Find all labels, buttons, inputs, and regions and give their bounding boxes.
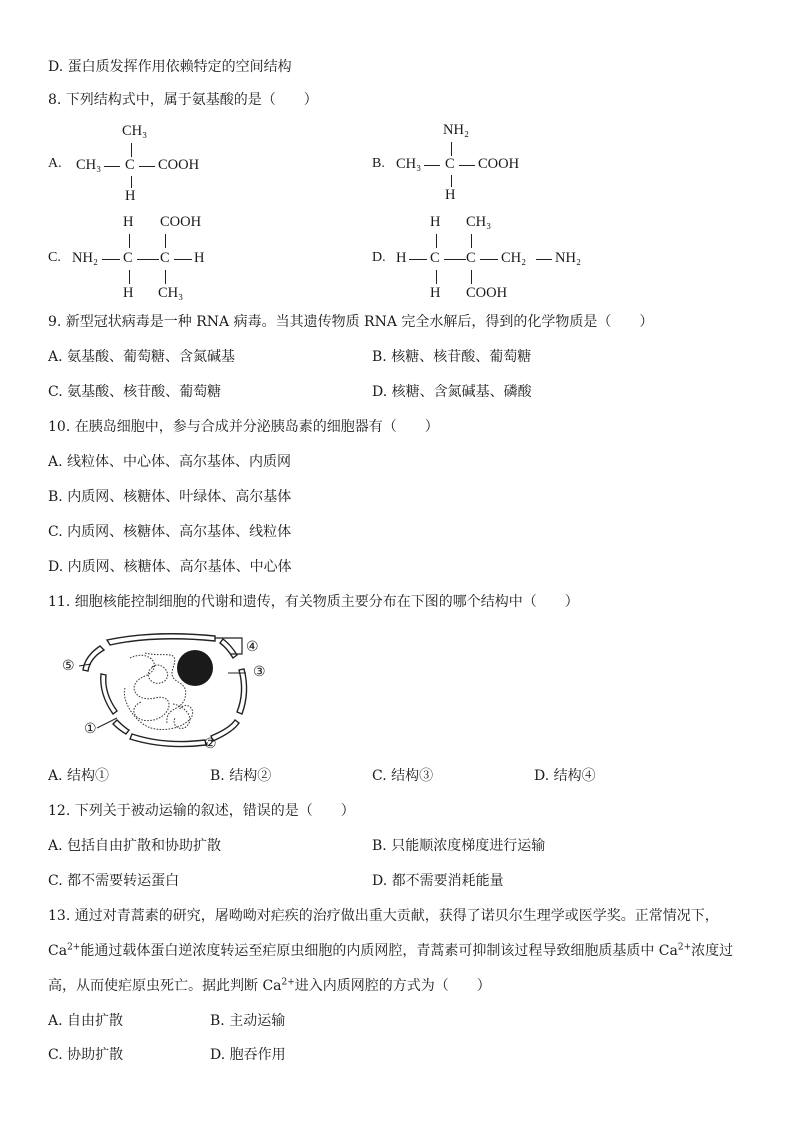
formula-left: CH₃	[396, 156, 422, 172]
q11-option-b[interactable]: B. 结构②	[210, 768, 272, 784]
option-label: D.	[372, 250, 386, 265]
q12-stem: 12. 下列关于被动运输的叙述，错误的是（ ）	[48, 803, 355, 819]
q12-option-b[interactable]: B. 只能顺浓度梯度进行运输	[372, 838, 546, 854]
formula-c1: C	[123, 250, 133, 266]
q7-option-d: D. 蛋白质发挥作用依赖特定的空间结构	[48, 59, 292, 75]
formula-c2-top: CH₃	[466, 214, 492, 230]
diagram-label-3: ③	[253, 664, 266, 680]
q10-option-d[interactable]: D. 内质网、核糖体、高尔基体、中心体	[48, 559, 292, 575]
formula-c1-bottom: H	[123, 285, 134, 301]
q13-stem-line1: 13. 通过对青蒿素的研究，屠呦呦对疟疾的治疗做出重大贡献，获得了诺贝尔生理学或医学奖。正常情况下，	[48, 908, 719, 924]
q10-stem: 10. 在胰岛细胞中，参与合成并分泌胰岛素的细胞器有（ ）	[48, 419, 439, 435]
calcium-charge: 2+	[281, 977, 295, 988]
q9-option-d[interactable]: D. 核糖、含氮碱基、磷酸	[372, 384, 532, 400]
q9-option-b[interactable]: B. 核糖、核苷酸、葡萄糖	[372, 349, 532, 365]
formula-right: H	[194, 250, 205, 266]
formula-bottom: H	[125, 188, 136, 204]
diagram-label-5: ⑤	[62, 658, 75, 674]
q10-option-b[interactable]: B. 内质网、核糖体、叶绿体、高尔基体	[48, 489, 292, 505]
q13-line3-a: 高，从而使疟原虫死亡。据此判断	[48, 978, 263, 994]
q13-option-d[interactable]: D. 胞吞作用	[210, 1047, 286, 1063]
q9-option-c[interactable]: C. 氨基酸、核苷酸、葡萄糖	[48, 384, 222, 400]
q11-option-a[interactable]: A. 结构①	[48, 768, 110, 784]
formula-c1-top: H	[430, 214, 441, 230]
formula-c1-top: H	[123, 214, 134, 230]
diagram-label-4: ④	[246, 639, 259, 655]
q13-line2-b: 浓度过	[691, 943, 734, 959]
formula-c1: C	[430, 250, 440, 266]
formula-c2-top: COOH	[160, 214, 202, 230]
q8-stem: 8. 下列结构式中，属于氨基酸的是（ ）	[48, 92, 318, 108]
formula-c2-bottom: COOH	[466, 285, 508, 301]
q13-option-c[interactable]: C. 协助扩散	[48, 1047, 124, 1063]
option-label: B.	[372, 156, 385, 171]
q9-stem: 9. 新型冠状病毒是一种 RNA 病毒。当其遗传物质 RNA 完全水解后，得到的化学物质是（ ）	[48, 314, 654, 330]
q13-line3-b: 进入内质网腔的方式为（ ）	[294, 978, 491, 994]
option-label: A.	[48, 156, 62, 171]
formula-c2: C	[160, 250, 170, 266]
formula-center: C	[125, 157, 135, 173]
q13-line2-a: 能通过载体蛋白逆浓度转运至疟原虫细胞的内质网腔，青蒿素可抑制该过程导致细胞质基质中	[80, 943, 659, 959]
formula-right: COOH	[158, 157, 200, 173]
calcium-charge: 2+	[67, 942, 81, 953]
formula-right: NH₂	[555, 250, 581, 266]
q12-option-c[interactable]: C. 都不需要转运蛋白	[48, 873, 180, 889]
diagram-label-1: ①	[84, 721, 97, 737]
formula-top: CH₃	[122, 123, 148, 139]
option-label: C.	[48, 250, 61, 265]
q9-option-a[interactable]: A. 氨基酸、葡萄糖、含氮碱基	[48, 349, 236, 365]
calcium-symbol: Ca	[262, 978, 282, 994]
formula-c3: CH₂	[501, 250, 527, 266]
formula-right: COOH	[478, 156, 520, 172]
formula-left: NH₂	[72, 250, 98, 266]
nucleolus-shape	[177, 650, 213, 686]
q13-option-a[interactable]: A. 自由扩散	[48, 1013, 124, 1029]
q13-option-b[interactable]: B. 主动运输	[210, 1013, 286, 1029]
formula-left: H	[396, 250, 407, 266]
q12-option-a[interactable]: A. 包括自由扩散和协助扩散	[48, 838, 222, 854]
q10-option-a[interactable]: A. 线粒体、中心体、高尔基体、内质网	[48, 454, 292, 470]
q13-stem-line2	[48, 941, 733, 961]
q11-option-d[interactable]: D. 结构④	[534, 768, 596, 784]
calcium-symbol: Ca	[48, 943, 68, 959]
formula-left: CH₃	[76, 157, 102, 173]
formula-bottom: H	[445, 187, 456, 203]
formula-center: C	[445, 156, 455, 172]
formula-top: NH₂	[443, 122, 469, 138]
formula-c2: C	[466, 250, 476, 266]
q11-stem: 11. 细胞核能控制细胞的代谢和遗传，有关物质主要分布在下图的哪个结构中（ ）	[48, 594, 579, 610]
formula-c1-bottom: H	[430, 285, 441, 301]
q13-stem-line3	[48, 976, 491, 996]
q12-option-d[interactable]: D. 都不需要消耗能量	[372, 873, 504, 889]
q11-option-c[interactable]: C. 结构③	[372, 768, 434, 784]
diagram-label-2: ②	[204, 736, 217, 752]
formula-c2-bottom: CH₃	[158, 285, 184, 301]
calcium-charge: 2+	[677, 942, 692, 953]
calcium-symbol: Ca	[658, 943, 678, 959]
q10-option-c[interactable]: C. 内质网、核糖体、高尔基体、线粒体	[48, 524, 292, 540]
